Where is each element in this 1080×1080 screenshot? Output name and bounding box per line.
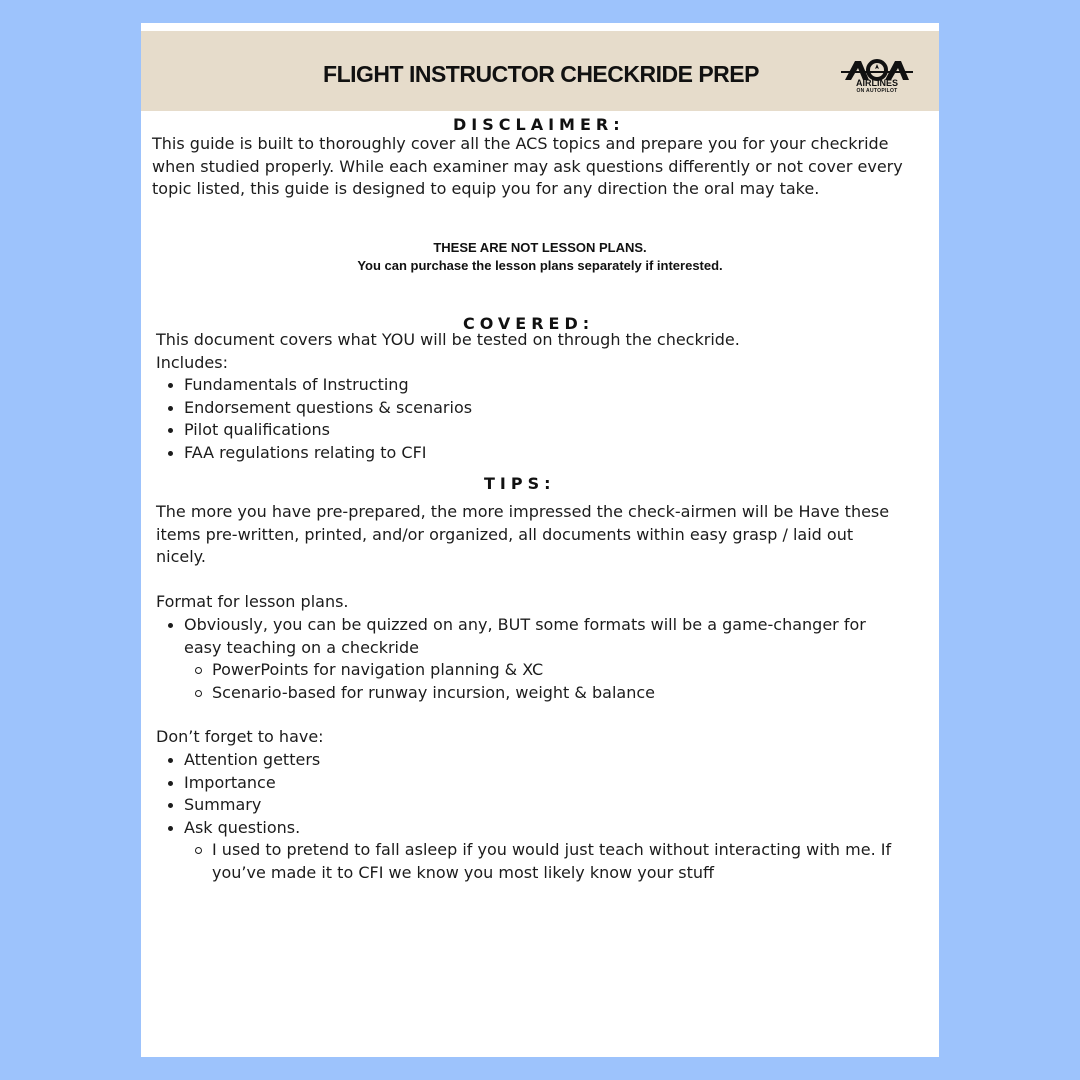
document-page [141, 23, 939, 1057]
list-item: Importance [156, 772, 911, 795]
sub-list-item: PowerPoints for navigation planning & XC [184, 659, 901, 682]
list-item [156, 614, 901, 704]
forget-list [156, 749, 911, 884]
lesson-plan-notice-line2: You can purchase the lesson plans separately if interested. [357, 258, 723, 273]
sub-list-item: Scenario-based for runway incursion, weight & balance [184, 682, 901, 705]
covered-heading: COVERED: [463, 314, 595, 333]
list-item: Attention getters [156, 749, 911, 772]
format-list [156, 614, 901, 704]
covered-list [156, 374, 916, 464]
ask-questions-sublist [184, 839, 911, 884]
logo-text-airlines: AIRLINES [855, 78, 898, 88]
airlines-on-autopilot-logo [841, 59, 913, 99]
list-item: Pilot qualifications [156, 419, 916, 442]
list-item: Fundamentals of Instructing [156, 374, 916, 397]
tips-heading: TIPS: [484, 474, 556, 493]
ask-questions-text: Ask questions. [184, 817, 301, 837]
covered-includes-label: Includes: [156, 353, 228, 372]
disclaimer-heading: DISCLAIMER: [453, 115, 625, 134]
list-item: FAA regulations relating to CFI [156, 442, 916, 465]
disclaimer-body: This guide is built to thoroughly cover all the ACS topics and prepare you for your checkride when studied properly. While each examiner may ask questions differently or not cover every topic listed, this guide is designed to equip you for any direction the oral may take. [152, 134, 903, 198]
format-sublist [184, 659, 901, 704]
logo-text-on-autopilot: ON AUTOPILOT [856, 88, 898, 94]
covered-intro: This document covers what YOU will be tested on through the checkride. [156, 330, 740, 349]
list-item: Summary [156, 794, 911, 817]
format-item-text: Obviously, you can be quizzed on any, BUT some formats will be a game-changer for easy teaching on a checkride [184, 615, 866, 657]
tips-intro: The more you have pre-prepared, the more impressed the check-airmen will be Have these items pre-written, printed, and/or organized, all documents within easy grasp / laid out nicely. [156, 502, 890, 566]
page-title: FLIGHT INSTRUCTOR CHECKRIDE PREP [323, 61, 759, 87]
forget-label: Don’t forget to have: [156, 727, 324, 746]
list-item [156, 817, 911, 885]
header-band [141, 31, 939, 111]
format-label: Format for lesson plans. [156, 592, 349, 611]
sub-list-item: I used to pretend to fall asleep if you would just teach without interacting with me. If you’ve made it to CFI we know you most likely know your stuff [184, 839, 911, 884]
list-item: Endorsement questions & scenarios [156, 397, 916, 420]
lesson-plan-notice-line1: THESE ARE NOT LESSON PLANS. [433, 240, 647, 255]
